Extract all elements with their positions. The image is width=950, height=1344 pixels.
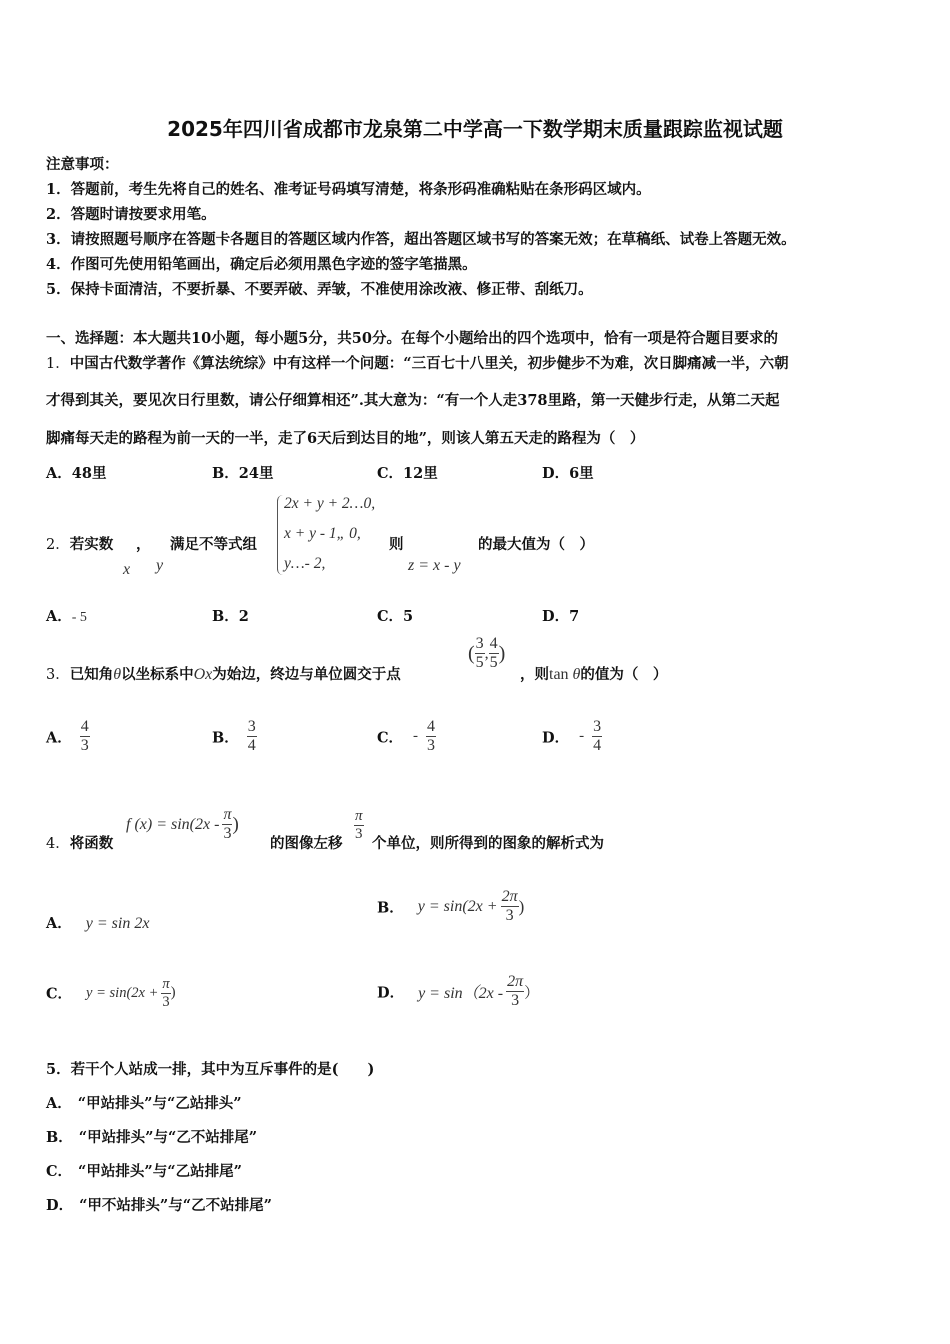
question-text: 个单位，则所得到的图象的解析式为 <box>372 835 604 852</box>
option-b[interactable]: B． “甲站排头”与“乙不站排尾” <box>46 1129 258 1146</box>
question-2: 2．若实数 <box>46 536 114 553</box>
option-a[interactable]: A．- 5 <box>46 608 87 625</box>
question-text: 则 <box>389 536 404 553</box>
option-a[interactable]: A． $\frac{4}{3}$ <box>46 718 89 755</box>
question-text: 中国古代数学著作《算法统综》中有这样一个问题：“三百七十八里关，初步健步不为难，次日脚痛减一半，六朝 <box>69 355 789 372</box>
option-c[interactable]: C． y = sin(2x + $\frac{\pi}{3}$ ) <box>46 976 176 1010</box>
option-a[interactable]: A． “甲站排头”与“乙站排头” <box>46 1095 242 1112</box>
question-text: 的最大值为（ ） <box>478 536 594 553</box>
option-a[interactable]: A． y = sin 2x <box>46 915 150 932</box>
system-brace <box>277 495 284 575</box>
question-text: 才得到其关，要见次日行里数，请公仔细算相还”.其大意为：“有一个人走378里路，第一天健步行走，从第二天起 <box>46 392 780 409</box>
var-x: x <box>123 561 131 578</box>
question-5: 5．若干个人站成一排，其中为互斥事件的是( ) <box>46 1061 375 1078</box>
point-coordinates: ( $\frac{3}{5}$ , $\frac{4}{5}$ ) <box>468 635 506 672</box>
notice-item: 3．请按照题号顺序在答题卡各题目的答题区域内作答，超出答题区域书写的答案无效；在草稿纸、试卷上答题无效。 <box>46 231 796 248</box>
notice-item: 1．答题前，考生先将自己的姓名、准考证号码填写清楚，将条形码准确粘贴在条形码区域内。 <box>46 181 651 198</box>
question-text: 脚痛每天走的路程为前一天的一半，走了6天后到达目的地”，则该人第五天走的路程为（ ） <box>46 430 645 447</box>
question-text: ，则tan θ的值为（ ） <box>520 666 668 683</box>
system-line: 2x + y + 2…0, <box>284 495 376 512</box>
option-b[interactable]: B． y = sin(2x + $\frac{2\pi}{3}$ ) <box>377 888 525 925</box>
question-text: 满足不等式组 <box>170 536 257 553</box>
page-title: 2025年四川省成都市龙泉第二中学高一下数学期末质量跟踪监视试题 <box>167 117 783 141</box>
option-b[interactable]: B．24里 <box>212 465 274 482</box>
system-line: y…- 2, <box>284 555 326 572</box>
function-expression: f (x) = sin(2x - $\frac{\pi}{3}$ ) <box>126 806 239 843</box>
question-3: 3．已知角θ以坐标系中Ox为始边，终边与单位圆交于点 <box>46 666 401 683</box>
option-b[interactable]: B． $\frac{3}{4}$ <box>212 718 256 755</box>
question-text: ， <box>136 536 151 553</box>
question-text: 的图像左移 <box>270 835 343 852</box>
question-4: 4．将函数 <box>46 835 114 852</box>
target-expression: z = x - y <box>408 557 461 574</box>
shift-fraction: $\frac{\pi}{3}$ <box>355 808 363 843</box>
notice-item: 5．保持卡面清洁，不要折暴、不要弄破、弄皱，不准使用涂改液、修正带、刮纸刀。 <box>46 281 593 298</box>
option-c[interactable]: C．5 <box>377 608 414 625</box>
option-b[interactable]: B．2 <box>212 608 249 625</box>
option-c[interactable]: C．12里 <box>377 465 438 482</box>
option-d[interactable]: D．7 <box>542 608 580 625</box>
notice-item: 4．作图可先使用铅笔画出，确定后必须用黑色字迹的签字笔描黑。 <box>46 256 477 273</box>
option-c[interactable]: C． “甲站排头”与“乙站排尾” <box>46 1163 242 1180</box>
system-line: x + y - 1„ 0, <box>284 525 361 542</box>
option-a[interactable]: A．48里 <box>46 465 107 482</box>
question-number: 2． <box>46 537 70 553</box>
option-d[interactable]: D． y = sin（2x - $\frac{2\pi}{3}$ ） <box>377 973 540 1010</box>
option-d[interactable]: D． - $\frac{3}{4}$ <box>542 718 602 755</box>
notice-item: 2．答题时请按要求用笔。 <box>46 206 216 223</box>
notice-heading: 注意事项： <box>46 156 119 173</box>
var-y: y <box>156 557 164 574</box>
option-d[interactable]: D． “甲不站排头”与“乙不站排尾” <box>46 1197 272 1214</box>
section-heading: 一、选择题：本大题共10小题，每小题5分，共50分。在每个小题给出的四个选项中，恰有一项是符合题目要求的 <box>46 330 778 347</box>
question-1 <box>46 352 789 373</box>
question-number: 1． <box>46 356 70 372</box>
option-c[interactable]: C． - $\frac{4}{3}$ <box>377 718 436 755</box>
option-d[interactable]: D．6里 <box>542 465 594 482</box>
